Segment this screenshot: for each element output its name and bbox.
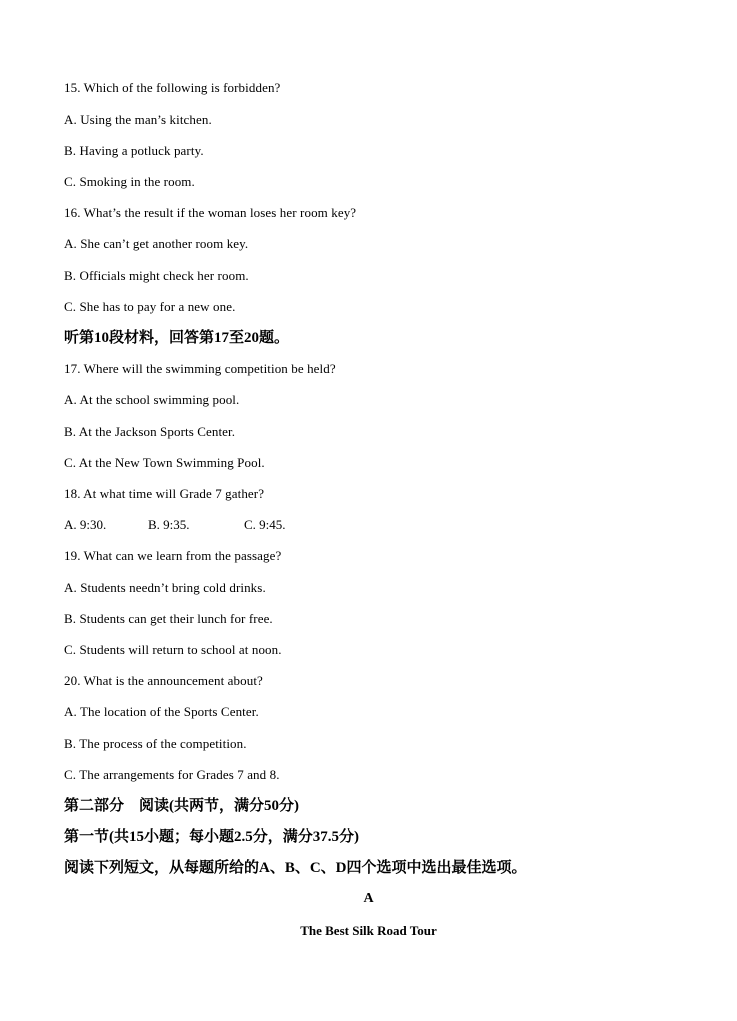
option-20c: C. The arrangements for Grades 7 and 8. (64, 767, 280, 782)
option-18c: C. 9:45. (244, 517, 286, 532)
reading-instruction: 阅读下列短文，从每题所给的A、B、C、D四个选项中选出最佳选项。 (64, 860, 527, 876)
part-two-heading: 第二部分 阅读(共两节，满分50分) (64, 798, 299, 814)
question-20: 20. What is the announcement about? (64, 673, 263, 688)
option-16c: C. She has to pay for a new one. (64, 299, 236, 314)
question-19: 19. What can we learn from the passage? (64, 548, 282, 563)
option-15c: C. Smoking in the room. (64, 174, 195, 189)
question-15: 15. Which of the following is forbidden? (64, 80, 281, 95)
passage-label: A (363, 891, 374, 906)
option-15a: A. Using the man’s kitchen. (64, 112, 212, 127)
option-17c: C. At the New Town Swimming Pool. (64, 455, 265, 470)
option-20a: A. The location of the Sports Center. (64, 704, 259, 719)
section-one-heading: 第一节(共15小题；每小题2.5分，满分37.5分) (64, 829, 359, 845)
option-19b: B. Students can get their lunch for free. (64, 611, 273, 626)
option-18a: A. 9:30. (64, 517, 107, 532)
question-18: 18. At what time will Grade 7 gather? (64, 486, 265, 501)
question-17: 17. Where will the swimming competition be held? (64, 361, 336, 376)
option-18b: B. 9:35. (148, 517, 190, 532)
option-19c: C. Students will return to school at noon. (64, 642, 282, 657)
option-16a: A. She can’t get another room key. (64, 236, 249, 251)
passage-title: The Best Silk Road Tour (300, 923, 437, 938)
option-19a: A. Students needn’t bring cold drinks. (64, 580, 266, 595)
option-16b: B. Officials might check her room. (64, 268, 249, 283)
option-15b: B. Having a potluck party. (64, 143, 204, 158)
question-16: 16. What’s the result if the woman loses her room key? (64, 205, 357, 220)
option-20b: B. The process of the competition. (64, 736, 247, 751)
option-17a: A. At the school swimming pool. (64, 392, 240, 407)
option-17b: B. At the Jackson Sports Center. (64, 424, 236, 439)
section-instruction-10: 听第10段材料，回答第17至20题。 (64, 330, 290, 346)
